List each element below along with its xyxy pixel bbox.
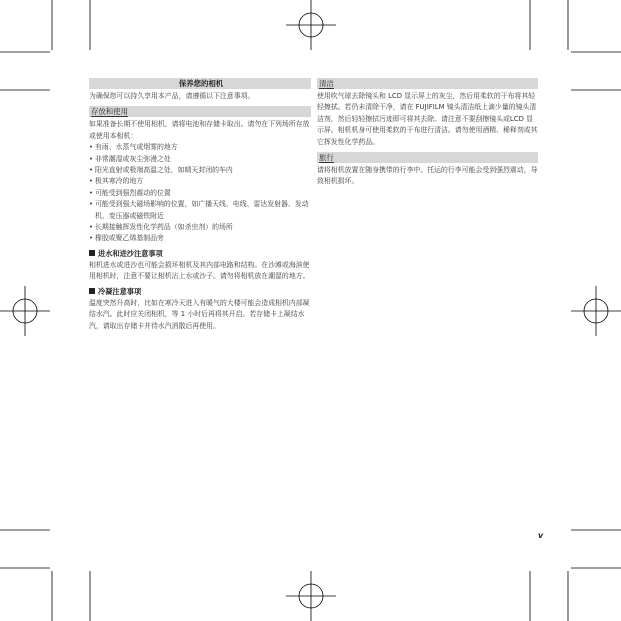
condensation-heading: 冷凝注意事项 [89,286,311,298]
list-item: • 非常潮湿或灰尘弥漫之处 [89,154,171,163]
storage-heading [89,106,311,117]
list-item: • 有雨、水蒸气或烟雾的地方 [89,143,178,152]
water-heading: 进水和进沙注意事项 [89,248,311,260]
list-item: • 长期接触挥发性化学药品（如杀虫剂）的场所 [89,223,233,232]
registration-target-top [286,0,336,50]
registration-target-right [571,286,621,336]
travel-text: 请将相机放置在随身携带的行李中。托运的行李可能会受到强烈震动，导致相机损坏。 [317,166,538,186]
square-bullet-icon [89,288,95,294]
list-item: • 可能受到强烈震动的位置 [89,188,171,197]
storage-text: 如果准备长期不使用相机，请将电池和存储卡取出。请勿在下列场所存放或使用本相机： [89,120,310,140]
list-item: • 极其寒冷的地方 [89,177,144,186]
cleaning-heading-label: 清洁 [319,79,334,88]
cleaning-text: 使用吹气球去除镜头和 LCD 显示屏上的灰尘，然后用柔软的干布将其轻轻擦拭。若仍未清除干净，请在 FUJIFILM 镜头清洁纸上滴少量的镜头清洁剂，然后轻轻擦拭污迹即可将其去除。请注意不要刮擦镜头或LCD 显示屏。相机机身可使用柔软的干布进行清洁。请勿使用酒精、稀释剂或其它挥发性化学药品。 [317,92,538,146]
intro-text: 为确保您可以持久享用本产品，请遵循以下注意事项。 [89,92,255,100]
storage-list [89,142,311,245]
condensation-text: 温度突然升高时，比如在寒冷天进入有暖气的大楼可能会造成相机内部凝结水汽。此时应关闭相机，等 1 小时后再将其开启。若存储卡上凝结水汽，请取出存储卡并待水汽消散后再使用。 [89,298,310,330]
left-column [89,78,311,332]
water-text: 相机进水或进沙也可能会损坏相机及其内部电路和结构。在沙滩或海滨使用相机时，注意不要让相机沾上水或沙子。请勿将相机放在潮湿的地方。 [89,260,310,281]
right-column [317,78,538,188]
list-item: • 可能受到强大磁场影响的位置，如广播天线、电线、雷达发射器、发动机、变压器或磁铁附近 [89,200,309,220]
registration-target-bottom [286,571,336,621]
page-title: 保养您的相机 [89,78,311,89]
storage-heading-label: 存放和使用 [91,107,128,117]
square-bullet-icon [89,250,95,256]
list-item: • 阳光直射或极端高温之处，如晴天封闭的车内 [89,166,233,175]
travel-heading [317,152,538,163]
travel-heading-label: 旅行 [319,153,334,163]
cleaning-heading [317,78,538,89]
page-number: v [538,531,544,540]
list-item: • 橡胶或聚乙烯基制品旁 [89,234,164,243]
registration-target-left [0,286,50,336]
